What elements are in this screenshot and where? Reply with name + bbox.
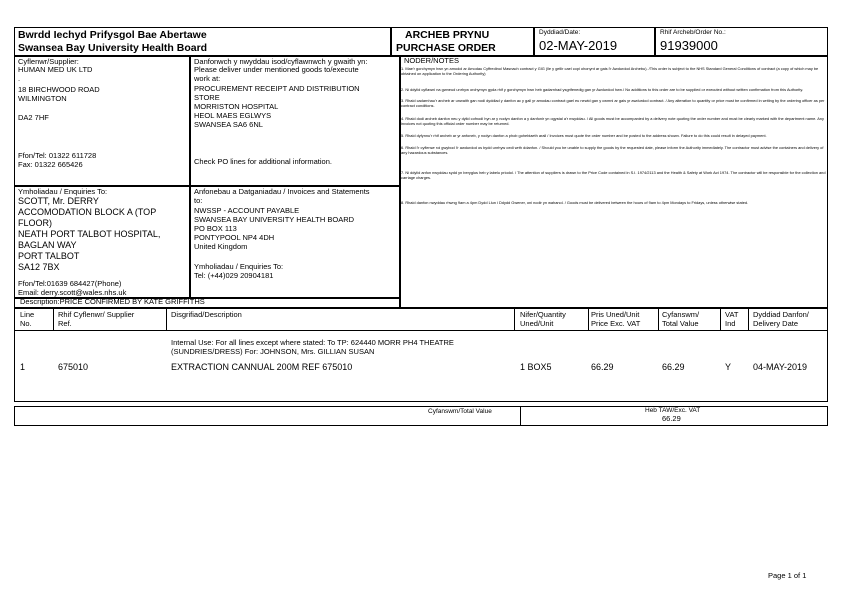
deliver-line-4: HEOL MAES EGLWYS — [194, 111, 272, 120]
deliver-line-5: SWANSEA SA6 6NL — [194, 120, 263, 129]
invoices-line-3: PO BOX 113 — [194, 224, 237, 233]
invoices-enquiries-label: Ymholiadau / Enquiries To: — [194, 262, 284, 271]
col-divider — [53, 308, 54, 330]
note-item-3: 3. Rhaid cadarnhau'r archeb ar unwaith gan nodi dyddiad y danfon ac y gall yr amodau contract gael eu newid gan y cwmni ar gais yr awdurdod contract. / Any alteration to quantity or price must be confirmed in writing by the ordering officer as per contract conditions. — [401, 98, 825, 109]
header-line-2: No. — [20, 319, 32, 328]
header-vat-1: VAT — [725, 310, 739, 319]
row-vat-ind: Y — [725, 362, 732, 372]
enquiries-block2: FLOOR) — [18, 218, 53, 228]
deliver-line-1: PROCUREMENT RECEIPT AND DISTRIBUTION — [194, 84, 360, 93]
col-divider — [166, 308, 167, 330]
enquiries-road: BAGLAN WAY — [18, 240, 77, 250]
header-total-1: Cyfanswm/ — [662, 310, 700, 319]
row-qty: 1 BOX5 — [520, 362, 552, 372]
note-item-6: 6. Rhaid i'r cyflenwr roi gwybod i'r awdurdod os bydd unrhyw oedi wrth ddanfon. / Should you be unable to supply the goods by the requested date, please inform the Authority immediately. The contractor must advise the containers and delivery of any hazardous substances. — [401, 145, 824, 156]
order-no-label: Rhif Archeb/Order No.: — [660, 29, 726, 36]
row-total: 66.29 — [662, 362, 685, 372]
date-value: 02-MAY-2019 — [539, 38, 618, 53]
header-qty-2: Uned/Unit — [520, 319, 554, 328]
invoices-label-2: to: — [194, 196, 203, 205]
row-delivery-date: 04-MAY-2019 — [753, 362, 808, 372]
enquiries-postcode: SA12 7BX — [18, 262, 60, 272]
invoices-label-1: Anfonebau a Datganiadau / Invoices and Statements — [194, 187, 370, 196]
row-internal-use-1: Internal Use: For all lines except where stated: To TP: 624440 MORR PH4 THEATRE — [171, 338, 454, 347]
table-header-divider — [14, 330, 828, 331]
row-unit-price: 66.29 — [591, 362, 614, 372]
invoices-enquiries-tel: Tel: (+44)029 20904181 — [194, 271, 274, 280]
col-divider — [720, 308, 721, 330]
line-items-table — [14, 308, 828, 402]
invoices-line-2: SWANSEA BAY UNIVERSITY HEALTH BOARD — [194, 215, 355, 224]
deliver-label-english-2: work at: — [194, 74, 221, 83]
invoices-line-4: PONTYPOOL NP4 4DH — [194, 233, 275, 242]
header-line-1: Line — [20, 310, 35, 319]
supplier-address2: WILMINGTON — [18, 94, 67, 103]
header-unit-price-2: Price Exc. VAT — [591, 319, 641, 328]
net-label: Heb TAW/Exc. VAT — [645, 407, 701, 414]
enquiries-email[interactable]: Email: derry.scott@wales.nhs.uk — [18, 288, 127, 297]
note-item-5: 5. Rhaid dyfynnu'r rhif archeb ar yr anfoneb, y nodyn danfon a phob gohebiaeth arall / Invoices must quote the order number and be posted to the address shown. Failure to do this could result in delayed payment. — [401, 133, 767, 138]
header-description: Disgrifiad/Description — [171, 310, 242, 319]
supplier-dot: . — [18, 74, 21, 83]
supplier-tel: Ffon/Tel: 01322 611728 — [18, 151, 97, 160]
doc-title-english: PURCHASE ORDER — [396, 42, 496, 54]
totals-label: Cyfanswm/Total Value — [428, 408, 492, 415]
enquiries-town: PORT TALBOT — [18, 251, 80, 261]
enquiries-name: SCOTT, Mr. DERRY — [18, 196, 99, 206]
header-qty-1: Nifer/Quantity — [520, 310, 566, 319]
page-number: Page 1 of 1 — [768, 571, 807, 580]
col-divider — [588, 308, 589, 330]
notes-title: NODER/NOTES — [404, 56, 460, 65]
note-item-8: 8. Rhaid danfon nwyddau rhwng 9am a 4pm Dydd Llun i Ddydd Gwener, oni nodir yn wahanol. / Goods must be delivered between the hours of 9am to 4pm Mondays to Fridays, unless otherwise stated. — [401, 200, 749, 205]
row-internal-use-2: (SUNDRIES/DRESS) For: JOHNSON, Mrs. GILLIAN SUSAN — [171, 347, 375, 356]
supplier-fax: Fax: 01322 665426 — [18, 160, 83, 169]
deliver-line-2: STORE — [194, 93, 220, 102]
note-item-4: 4. Rhaid dodi archeb danfon neu y dylid cofnodi hyn ar y nodyn danfon a y danfonir yn ogystal a'r nwyddau. / All goods must be accompanied by a delivery note quoting the order number and must be clearly marked with the department name. Any invoices not quoting this official order number may be returned. — [401, 116, 824, 127]
note-item-7: 7. Ni ddylid anfon nwyddau sydd yn beryglus heb y labelu priodol. / The attention of suppliers is drawn to the Price Code contained in S.I. 1974/2113 and the Health & Safety at Work Act 1974. The contractor will be responsible for the collection and carriage charges. — [401, 170, 826, 181]
enquiries-block1: ACCOMODATION BLOCK A (TOP — [18, 207, 157, 217]
doc-title-welsh: ARCHEB PRYNU — [405, 29, 490, 41]
enquiries-label: Ymholiadau / Enquiries To: — [18, 187, 108, 196]
totals-box — [14, 406, 828, 426]
description-bar-text: Description:PRICE CONFIRMED BY KATE GRIFFITHS — [20, 297, 205, 306]
header-supplier-ref-2: Ref. — [58, 319, 72, 328]
supplier-label: Cyflenwr/Supplier: — [18, 57, 79, 66]
deliver-label-english-1: Please deliver under mentioned goods to/execute — [194, 65, 359, 74]
notes-box — [400, 56, 828, 308]
header-supplier-ref-1: Rhif Cyflenwr/ Supplier — [58, 310, 135, 319]
invoices-line-1: NWSSP - ACCOUNT PAYABLE — [194, 206, 300, 215]
org-name-welsh: Bwrdd Iechyd Prifysgol Bae Abertawe — [18, 29, 207, 41]
header-delivery-1: Dyddiad Danfon/ — [753, 310, 809, 319]
deliver-label-welsh: Danfonwch y nwyddau isod/cyflawnwch y gwaith yn: — [194, 57, 368, 66]
col-divider — [658, 308, 659, 330]
row-line-no: 1 — [20, 362, 26, 372]
date-label: Dyddiad/Date: — [539, 29, 581, 36]
deliver-line-3: MORRISTON HOSPITAL — [194, 102, 279, 111]
row-description: EXTRACTION CANNUAL 200M REF 675010 — [171, 362, 353, 372]
enquiries-phone: Ffon/Tel:01639 684427(Phone) — [18, 279, 122, 288]
header-total-2: Total Value — [662, 319, 699, 328]
header-delivery-2: Delivery Date — [753, 319, 799, 328]
supplier-address1: 18 BIRCHWOOD ROAD — [18, 85, 100, 94]
enquiries-hospital: NEATH PORT TALBOT HOSPITAL, — [18, 229, 161, 239]
totals-divider — [520, 406, 521, 426]
header-vat-2: Ind — [725, 319, 736, 328]
col-divider — [514, 308, 515, 330]
header-unit-price-1: Pris Uned/Unit — [591, 310, 640, 319]
col-divider — [748, 308, 749, 330]
supplier-postcode: DA2 7HF — [18, 113, 49, 122]
org-name-english: Swansea Bay University Health Board — [18, 42, 208, 54]
note-item-2: 2. Ni ddylid cyflawni na gwneud unrhyw orchymyn gyda rhif y gorchymyn hwn heb gadarnhad ysgrifenedig gan yr Awdurdod hwn./ No additions to this order are to be supplied or executed without written confirmation from this Authority. — [401, 87, 804, 92]
supplier-name: HUMAN MED UK LTD — [18, 65, 93, 74]
note-item-1: 1. Mae'r gorchymyn hwn yn amodol ar Amodau Cyffredinol Masnach contract y GIG (lle y gellir cael copi ohonynt ar gais i'r Awdurdod Archebu). /This order is subject to the NHS Standard General Conditions of contract (a copy of which may be obtained on application to the Ordering Authority) — [401, 66, 819, 77]
order-no-value: 91939000 — [660, 38, 718, 53]
deliver-check-po: Check PO lines for additional information. — [194, 157, 332, 166]
invoices-line-5: United Kingdom — [194, 242, 248, 251]
net-value: 66.29 — [662, 414, 681, 423]
row-supplier-ref: 675010 — [58, 362, 89, 372]
